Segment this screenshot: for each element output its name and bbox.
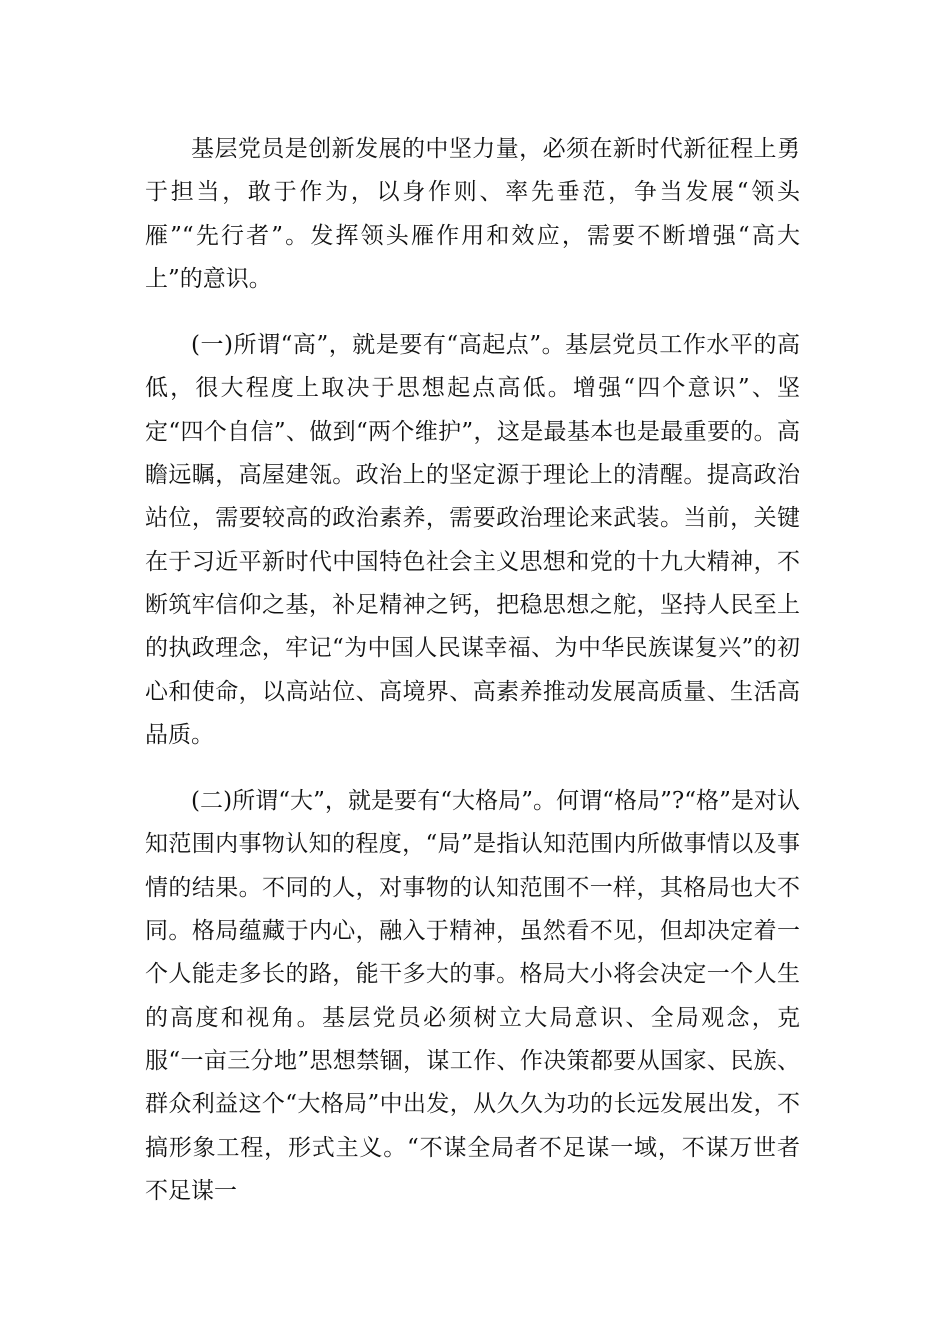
paragraph-intro: 基层党员是创新发展的中坚力量，必须在新时代新征程上勇于担当，敢于作为，以身作则、率先垂范，争当发展“领头雁”“先行者”。发挥领头雁作用和效应，需要不断增强“高大上”的意识。 <box>145 136 800 292</box>
document-body <box>145 128 800 1213</box>
paragraph-section-two-big: (二)所谓“大”，就是要有“大格局”。何谓“格局”?“格”是对认知范围内事物认知的程度，“局”是指认知范围内所做事情以及事情的结果。不同的人，对事物的认知范围不一样，其格局也大不同。格局蕴藏于内心，融入于精神，虽然看不见，但却决定着一个人能走多长的路，能干多大的事。格局大小将会决定一个人生的高度和视角。基层党员必须树立大局意识、全局观念，克服“一亩三分地”思想禁锢，谋工作、作决策都要从国家、民族、群众利益这个“大格局”中出发，从久久为功的长远发展出发，不搞形象工程，形式主义。“不谋全局者不足谋一域，不谋万世者不足谋一 <box>145 788 800 1204</box>
paragraph-section-one-high: (一)所谓“高”，就是要有“高起点”。基层党员工作水平的高低，很大程度上取决于思想起点高低。增强“四个意识”、坚定“四个自信”、做到“两个维护”，这是最基本也是最重要的。高瞻远瞩，高屋建瓴。政治上的坚定源于理论上的清醒。提高政治站位，需要较高的政治素养，需要政治理论来武装。当前，关键在于习近平新时代中国特色社会主义思想和党的十九大精神，不断筑牢信仰之基，补足精神之钙，把稳思想之舵，坚持人民至上的执政理念，牢记“为中国人民谋幸福、为中华民族谋复兴”的初心和使命，以高站位、高境界、高素养推动发展高质量、生活高品质。 <box>145 332 800 748</box>
